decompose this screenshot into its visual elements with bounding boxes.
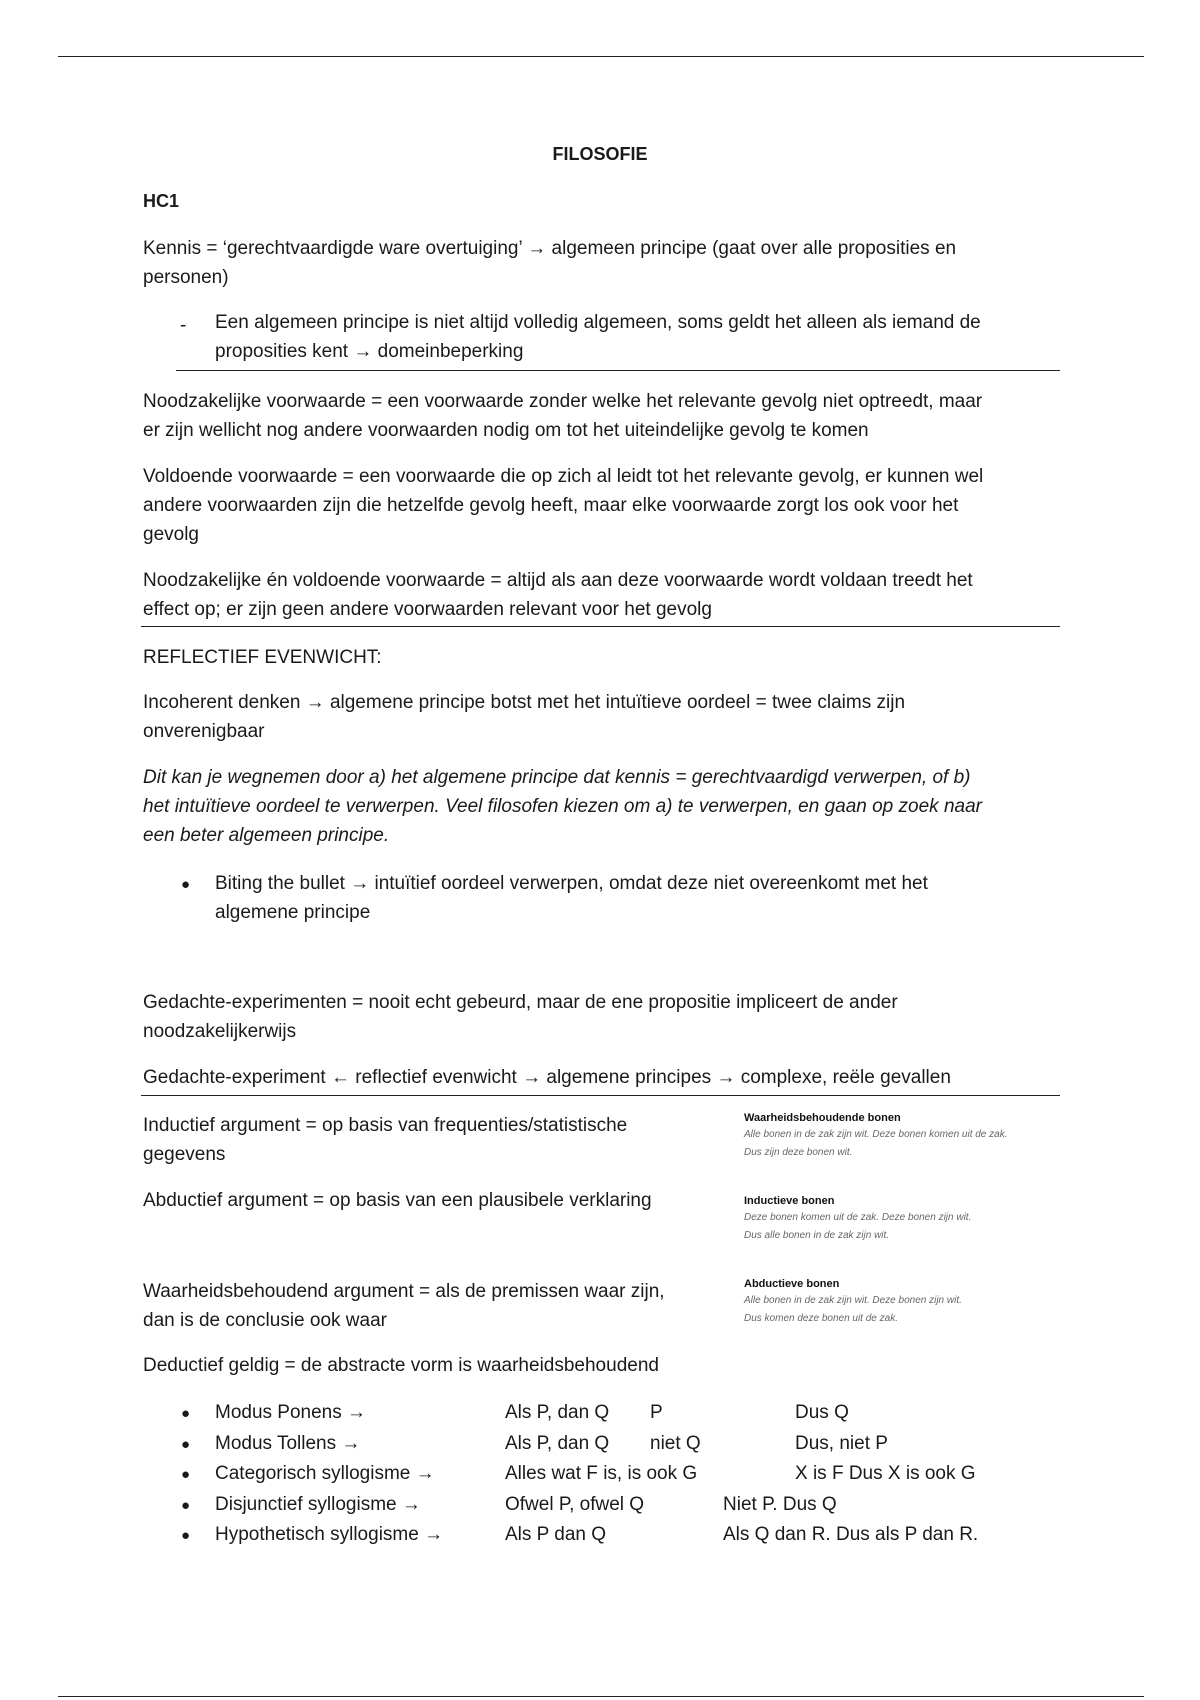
kennis-note-line-1: Een algemeen principe is niet altijd volledig algemeen, soms geldt het alleen als iemand de xyxy=(215,312,981,333)
syllogism-premise-2: niet Q xyxy=(650,1433,701,1454)
noodzakelijk-en-voldoende xyxy=(143,566,973,624)
italic-note-line-3: een beter algemeen principe. xyxy=(143,825,390,846)
gedachte-experimenten xyxy=(143,988,898,1046)
dash-marker: - xyxy=(180,315,187,336)
syllogism-name: Modus Tollens → xyxy=(215,1433,361,1454)
page-top-rule xyxy=(58,56,1144,57)
kennis-note-line-2: proposities kent → domeinbeperking xyxy=(215,341,524,362)
syllogism-premise-2: Als Q dan R. Dus als P dan R. xyxy=(723,1524,979,1545)
example-heading: Inductieve bonen xyxy=(744,1195,835,1207)
page-bottom-rule xyxy=(58,1696,1144,1697)
bullet-marker: ● xyxy=(181,1466,191,1483)
bullet-marker: ● xyxy=(181,1436,191,1453)
inductief-line-2: gegevens xyxy=(143,1144,226,1165)
beide-line-2: effect op; er zijn geen andere voorwaarden relevant voor het gevolg xyxy=(143,599,712,620)
example-heading: Waarheidsbehoudende bonen xyxy=(744,1112,901,1124)
syllogism-premise-1: Ofwel P, ofwel Q xyxy=(505,1494,645,1515)
biting-the-bullet xyxy=(215,869,928,927)
section-divider xyxy=(141,1095,1060,1096)
syllogism-name: Hypothetisch syllogisme → xyxy=(215,1524,444,1545)
syllogism-premise-1: Als P dan Q xyxy=(505,1524,607,1545)
italic-note-line-1: Dit kan je wegnemen door a) het algemene principe dat kennis = gerechtvaardigd verwerpen, of b) xyxy=(143,767,971,788)
incoherent-line-2: onverenigbaar xyxy=(143,721,265,742)
biting-line-1: Biting the bullet → intuïtief oordeel verwerpen, omdat deze niet overeenkomt met het xyxy=(215,873,928,894)
deductief-geldig: Deductief geldig = de abstracte vorm is waarheidsbehoudend xyxy=(143,1355,659,1376)
waarheids-line-2: dan is de conclusie ook waar xyxy=(143,1310,387,1331)
inductief-argument xyxy=(143,1111,627,1169)
bullet-marker: ● xyxy=(181,876,191,893)
inductief-line-1: Inductief argument = op basis van frequenties/statistische xyxy=(143,1115,628,1136)
example-inductief xyxy=(744,1194,1064,1244)
syllogism-name: Categorisch syllogisme → xyxy=(215,1463,435,1484)
waarheidsbehoudend-argument xyxy=(143,1277,665,1335)
example-line: Alle bonen in de zak zijn wit. Deze bonen zijn wit. xyxy=(744,1295,962,1306)
voldoende-line-2: andere voorwaarden zijn die hetzelfde gevolg heeft, maar elke voorwaarde zorgt los ook voor het xyxy=(143,495,959,516)
syllogism-name: Modus Ponens → xyxy=(215,1402,367,1423)
bullet-marker: ● xyxy=(181,1405,191,1422)
gedachte-experiment-chain: Gedachte-experiment ← reflectief evenwicht → algemene principes → complexe, reële gevallen xyxy=(143,1067,951,1088)
example-abductief xyxy=(744,1277,1064,1327)
noodzakelijke-voorwaarde xyxy=(143,387,982,445)
example-line: Dus komen deze bonen uit de zak. xyxy=(744,1313,898,1324)
section-divider xyxy=(141,626,1060,627)
kennis-definition xyxy=(143,234,956,292)
section-heading: HC1 xyxy=(143,191,180,211)
bullet-marker: ● xyxy=(181,1497,191,1514)
voldoende-voorwaarde xyxy=(143,462,983,549)
kennis-line-1: Kennis = ‘gerechtvaardigde ware overtuiging’ → algemeen principe (gaat over alle proposities en xyxy=(143,238,957,259)
incoherent-line-1: Incoherent denken → algemene principe botst met het intuïtieve oordeel = twee claims zijn xyxy=(143,692,906,713)
noodzakelijk-line-2: er zijn wellicht nog andere voorwaarden nodig om tot het uiteindelijke gevolg te komen xyxy=(143,420,869,441)
syllogism-conclusion: Dus Q xyxy=(795,1402,849,1423)
incoherent-denken xyxy=(143,688,905,746)
bullet-marker: ● xyxy=(181,1527,191,1544)
kennis-line-2: personen) xyxy=(143,267,229,288)
section-divider xyxy=(176,370,1060,371)
example-line: Alle bonen in de zak zijn wit. Deze bonen komen uit de zak. xyxy=(744,1129,1008,1140)
gedachte1-line-2: noodzakelijkerwijs xyxy=(143,1021,297,1042)
example-line: Deze bonen komen uit de zak. Deze bonen zijn wit. xyxy=(744,1212,972,1223)
beide-line-1: Noodzakelijke én voldoende voorwaarde = altijd als aan deze voorwaarde wordt voldaan treedt het xyxy=(143,570,973,591)
kennis-note xyxy=(215,308,981,366)
syllogism-premise-2: P xyxy=(650,1402,663,1423)
voldoende-line-1: Voldoende voorwaarde = een voorwaarde die op zich al leidt tot het relevante gevolg, er kunnen wel xyxy=(143,466,984,487)
document-title: FILOSOFIE xyxy=(552,144,648,164)
example-line: Dus zijn deze bonen wit. xyxy=(744,1147,853,1158)
noodzakelijk-line-1: Noodzakelijke voorwaarde = een voorwaarde zonder welke het relevante gevolg niet optreedt, maar xyxy=(143,391,983,412)
syllogism-premise-2: Niet P. Dus Q xyxy=(723,1494,837,1515)
example-line: Dus alle bonen in de zak zijn wit. xyxy=(744,1230,890,1241)
syllogism-premise-1: Alles wat F is, is ook G xyxy=(505,1463,698,1484)
biting-line-2: algemene principe xyxy=(215,902,371,923)
italic-note xyxy=(143,763,982,850)
syllogism-conclusion: Dus, niet P xyxy=(795,1433,888,1454)
syllogism-premise-2: X is F Dus X is ook G xyxy=(795,1463,976,1484)
syllogism-premise-1: Als P, dan Q xyxy=(505,1402,610,1423)
example-waarheidsbehoudend xyxy=(744,1111,1064,1161)
example-heading: Abductieve bonen xyxy=(744,1278,840,1290)
voldoende-line-3: gevolg xyxy=(143,524,199,545)
syllogism-name: Disjunctief syllogisme → xyxy=(215,1494,421,1515)
waarheids-line-1: Waarheidsbehoudend argument = als de premissen waar zijn, xyxy=(143,1281,665,1302)
italic-note-line-2: het intuïtieve oordeel te verwerpen. Veel filosofen kiezen om a) te verwerpen, en gaan op zoek naar xyxy=(143,796,982,817)
abductief-argument: Abductief argument = op basis van een plausibele verklaring xyxy=(143,1190,652,1211)
syllogism-premise-1: Als P, dan Q xyxy=(505,1433,610,1454)
reflectief-heading: REFLECTIEF EVENWICHT: xyxy=(143,647,382,668)
gedachte1-line-1: Gedachte-experimenten = nooit echt gebeurd, maar de ene propositie impliceert de ander xyxy=(143,992,898,1013)
